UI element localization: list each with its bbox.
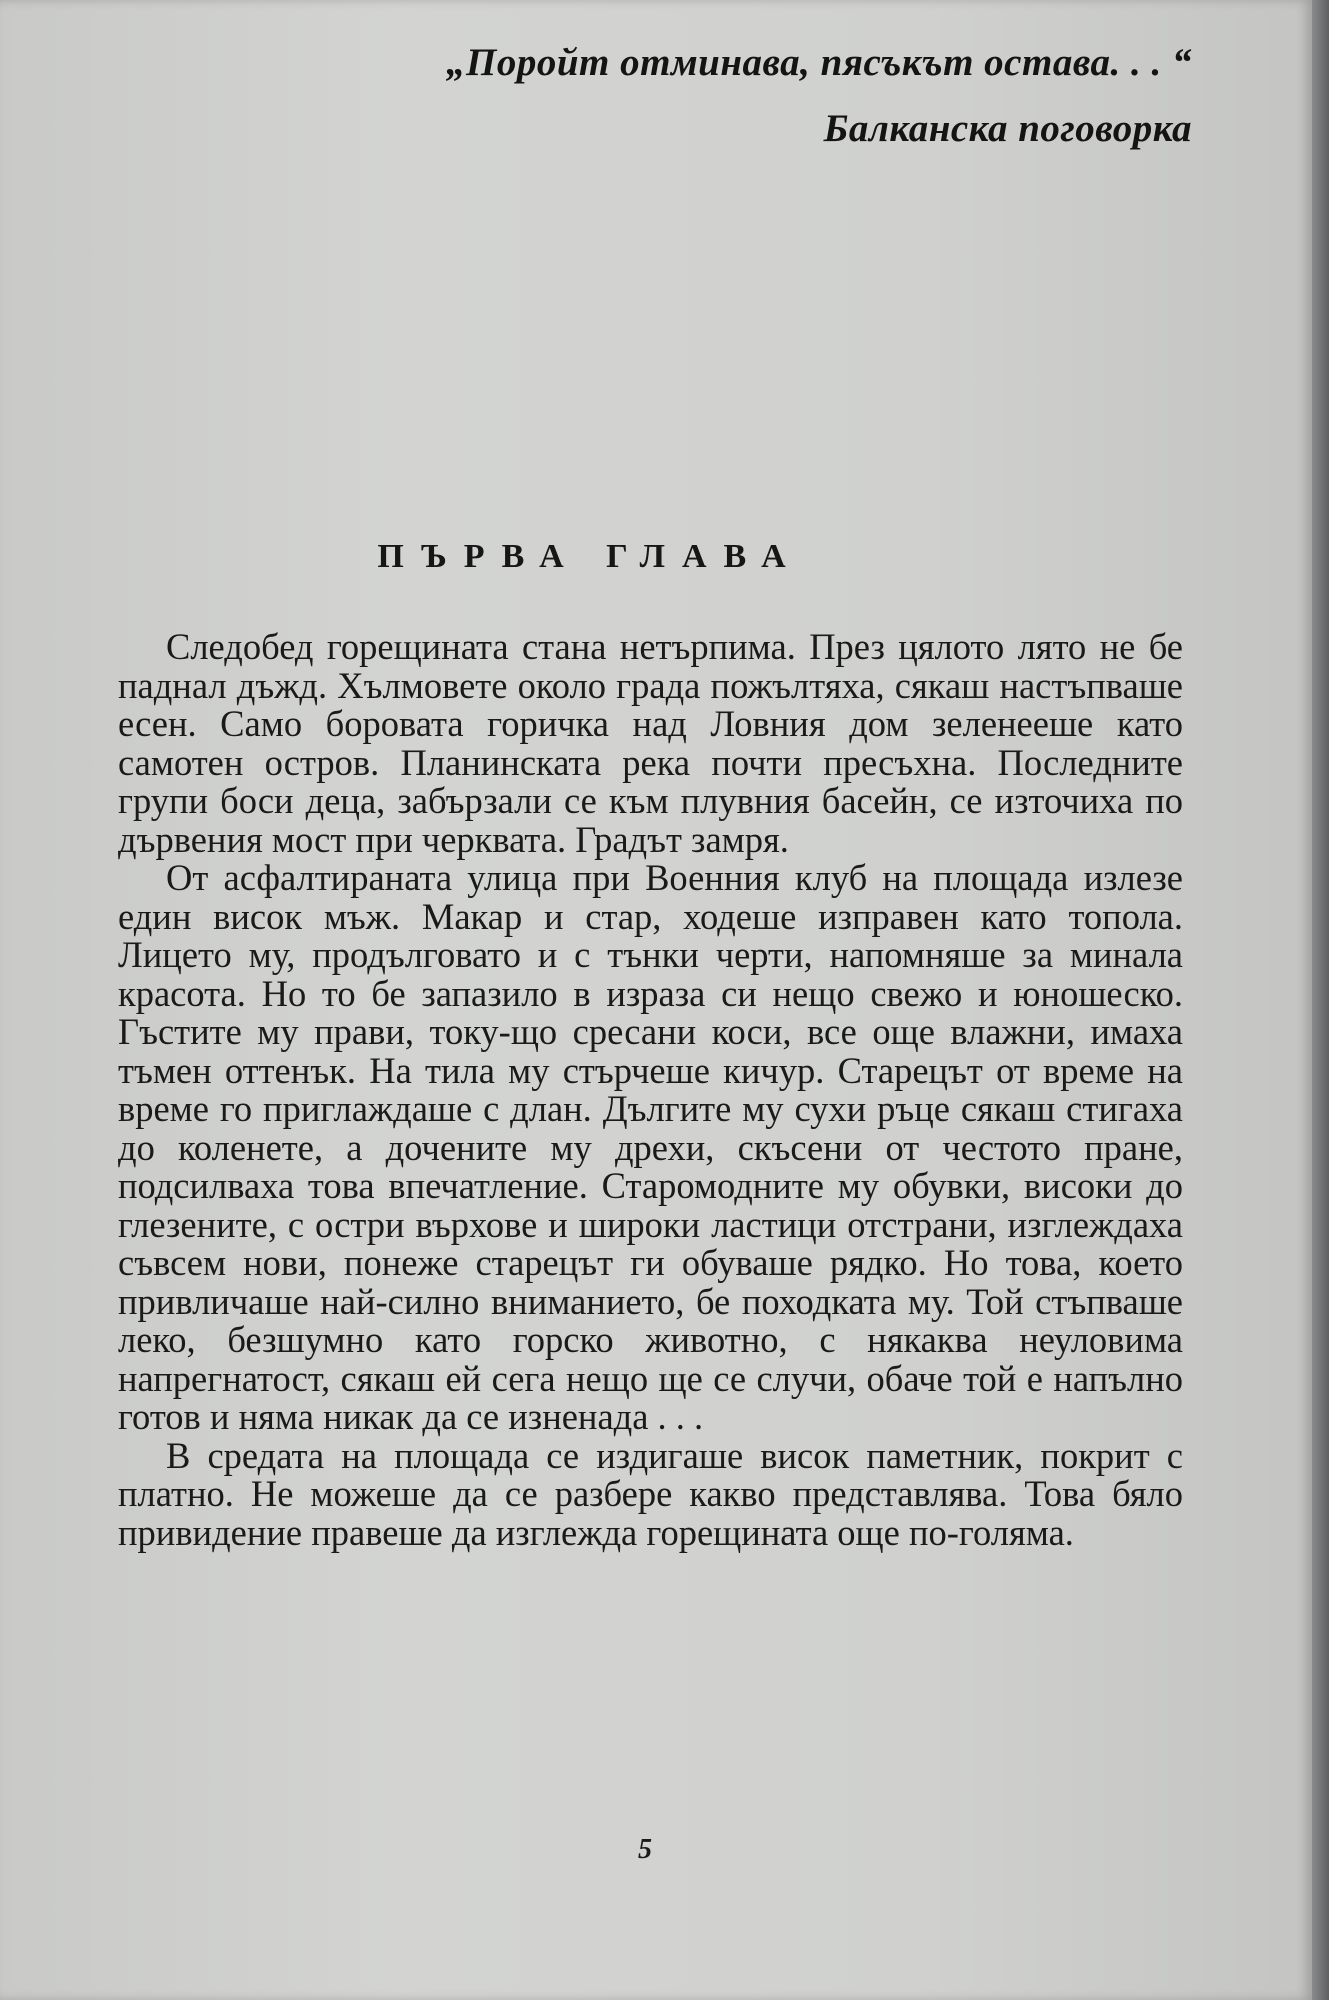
paragraph: От асфалтираната улица при Военния клуб на площада излезе един висок мъж. Макар и стар, ходеше изправен като топола. Лицето му, продълговато и с тънки черти, напомняше за минала красота. Но то бе запазило в израза си нещо свежо и юношеско. Гъстите му прави, току-що сресани коси, все още влажни, имаха тъмен оттенък. На тила му стърчеше кичур. Старецът от време на време го приглаждаше с длан. Дългите му сухи ръце сякаш стигаха до коленете, а дочените му дрехи, скъсени от честото пране, подсилваха това впечатление. Старомодните му обувки, високи до глезените, с остри върхове и широки ластици отстрани, изглеждаха съвсем нови, понеже старецът ги обуваше рядко. Но това, което привличаше най-силно вниманието, бе походката му. Той стъпваше леко, безшумно като горско животно, с някаква неуловима напрегнатост, сякаш ей сега нещо ще се случи, обаче той е напълно готов и няма никак да се изненада . . . xyxy=(118,857,1183,1437)
epigraph-quote: „Поройт отминава, пясъкът остава. . . “ xyxy=(446,41,1192,84)
paragraph: В средата на площада се издигаше висок паметник, покрит с платно. Не можеше да се разбере какво представлява. Това бяло привидение правеше да изглежда горещината още по-голяма. xyxy=(118,1434,1183,1553)
paragraph: Следобед горещината стана нетърпима. През цялото лято не бе паднал дъжд. Хълмовете около града пожълтяха, сякаш настъпваше есен. Само боровата горичка над Ловния дом зеленееше като самотен остров. Планинската река почти пресъхна. Последните групи боси деца, забързали се към плувния басейн, се източиха по дървения мост при черквата. Градът замря. xyxy=(118,626,1183,860)
epigraph-source: Балканска поговорка xyxy=(823,107,1192,150)
epigraph xyxy=(446,30,1192,162)
page-number: 5 xyxy=(638,1834,652,1865)
chapter-title: ПЪРВА ГЛАВА xyxy=(377,538,803,575)
body-text xyxy=(118,628,1183,1552)
page-edge xyxy=(1312,0,1329,2000)
